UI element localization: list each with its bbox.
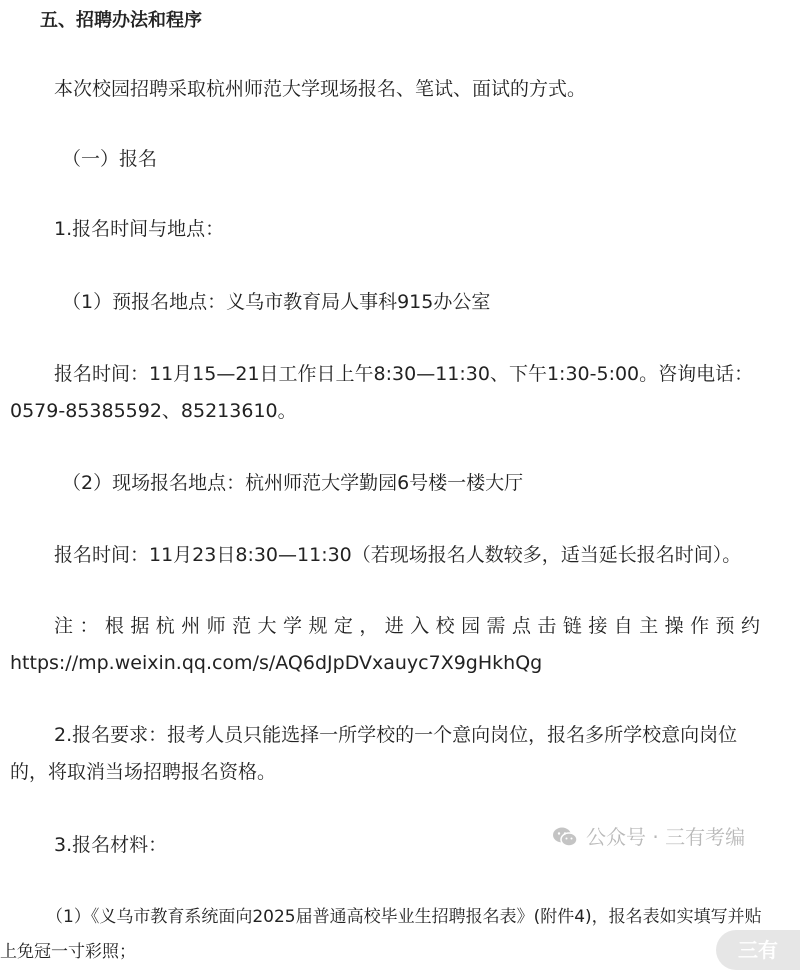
intro-paragraph: 本次校园招聘采取杭州师范大学现场报名、笔试、面试的方式。	[54, 78, 587, 100]
requirement-line-2: 的，将取消当场招聘报名资格。	[10, 761, 277, 783]
watermark	[552, 824, 745, 850]
badge-text: 三有	[738, 938, 778, 962]
item1-title: 1.报名时间与地点：	[54, 218, 225, 240]
floating-badge[interactable]	[716, 930, 800, 970]
requirement-line: 2.报名要求：报考人员只能选择一所学校的一个意向岗位，报名多所学校意向岗位	[54, 724, 738, 746]
item3-title: 3.报名材料：	[54, 834, 168, 856]
onsite-registration-time: 报名时间：11月23日8:30—11:30（若现场报名人数较多，适当延长报名时间）。	[54, 544, 742, 566]
reservation-link[interactable]: https://mp.weixin.qq.com/s/AQ6dJpDVxauyc7X9gHkhQg	[10, 652, 543, 674]
contact-phone: 0579-85385592、85213610。	[10, 400, 297, 422]
materials-item: （1）《义乌市教育系统面向2025届普通高校毕业生招聘报名表》(附件4)，报名表如实填写并贴	[46, 907, 762, 927]
pre-registration-location: （1）预报名地点：义乌市教育局人事科915办公室	[62, 291, 491, 313]
watermark-text: 公众号 · 三有考编	[586, 825, 746, 849]
pre-registration-time: 报名时间：11月15—21日工作日上午8:30—11:30、下午1:30-5:00。咨询电话：	[54, 363, 754, 385]
materials-item-2: 上免冠一寸彩照；	[0, 942, 136, 962]
onsite-registration-location: （2）现场报名地点：杭州师范大学勤园6号楼一楼大厅	[62, 472, 524, 494]
subsection-title: （一）报名	[62, 148, 158, 170]
section-heading: 五、招聘办法和程序	[40, 10, 202, 31]
note-line: 注：根据杭州师范大学规定，进入校园需点击链接自主操作预约	[54, 615, 760, 637]
wechat-icon	[552, 826, 578, 848]
